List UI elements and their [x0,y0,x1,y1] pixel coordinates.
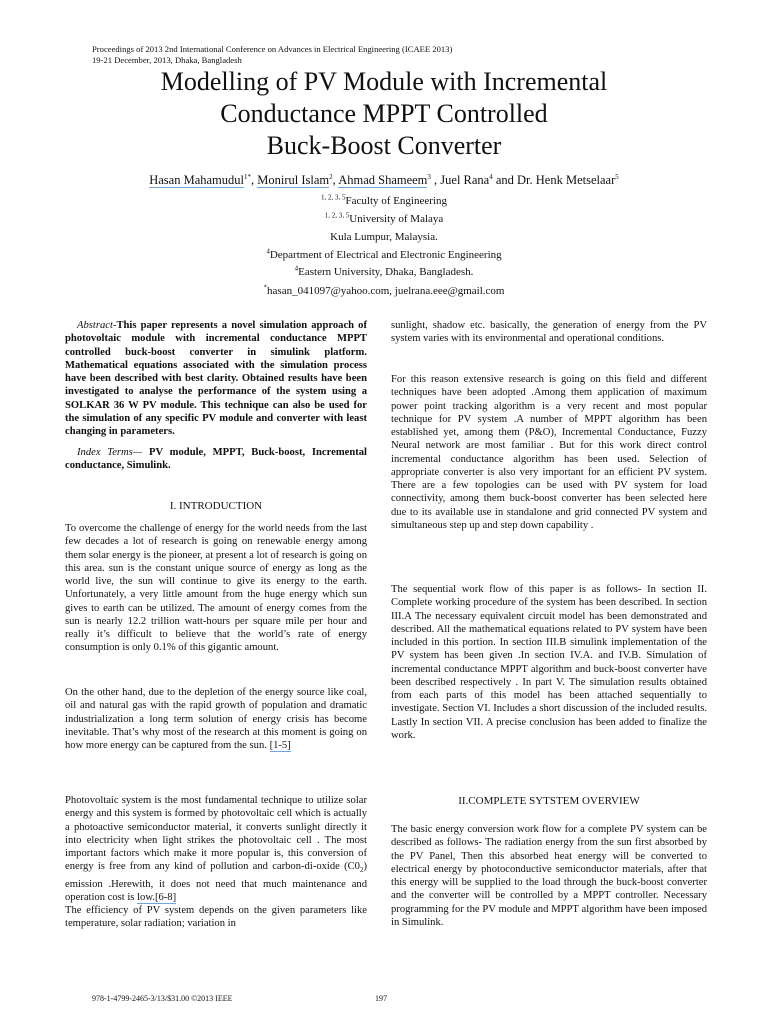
affiliation-5-sup: 4 [294,264,299,273]
author-4: Juel Rana [440,173,490,187]
page-number: 197 [375,994,387,1003]
section-2-paragraph-1 [391,823,707,929]
paper-title [0,66,768,162]
abstract [65,319,367,438]
affiliation-3-text: Kula Lumpur, Malaysia. [330,231,438,243]
affiliation-2 [0,212,768,226]
affiliation-2-text: University of Malaya [349,213,444,225]
author-2-sup: 2 [329,172,333,181]
intro-p1-text: To overcome the challenge of energy for the world needs from the last few decades a lot of research is going on renewable energy among them solar energy is the pioneer, at present a lot of research is going on this area. sun is the constant unique source of energy as long as the world live, the sun will continue to give its energy to the earth. Unfortunately, a very little amount from the huge energy which sun gives to earth can be utilized. The amount of energy comes from the sun is nearly 12.2 trillion watt-hours per square mile per hour and really it’s difficult to believe that the world’s rate of energy consumption is only 0.1% of this gigantic amount. [65,523,367,654]
author-sep-1: , [251,173,258,187]
intro-paragraph-2 [65,686,367,752]
affiliation-1-sup: 1, 2, 3, 5 [321,193,346,202]
abstract-label: Abstract- [77,320,117,331]
abstract-text: This paper represents a novel simulation approach of photovoltaic module with incremental conductance MPPT controlled buck-boost converter in simulink platform. Mathematical equations associated with the simulation process have been described with best clarity. Obtained results have been investigated to analyse the performance of the system using a SOLKAR 36 W PV module. This technique can also be used for the simulation of any specific PV module and converter with least changing in parameters. [65,320,367,437]
affiliation-5-text: Eastern University, Dhaka, Bangladesh. [298,266,474,278]
proceedings-header [92,44,452,66]
section-2-p1-text: The basic energy conversion work flow for a complete PV system can be described as follows- The radiation energy from the sun first absorbed by the PV Panel, Then this absorbed heat energy will be converted to electrical energy by photoconductive semiconductor materials, after that this energy will be supplied to the load through the buck-boost converter and the converter will be controlled by a MPPT controller. Necessary programming for the PV module and MPPT algorithm have been imposed in Simulink. [391,824,707,928]
email-sup: * [263,283,268,292]
author-4-sup: 4 [489,172,493,181]
right-paragraph-3 [391,583,707,742]
citation-1-5-link[interactable]: [1-5] [269,740,291,751]
author-1-sup: 1* [244,172,251,181]
copyright-footer: 978-1-4799-2465-3/13/$31.00 ©2013 IEEE [92,994,233,1003]
section-1-heading: I. INTRODUCTION [169,500,263,512]
intro-p2-text: On the other hand, due to the depletion of the energy source like coal, oil and natural gas with the rapid growth of population and dramatic industrialization a long term solution of energy crisis has become inevitable. That’s why most of the research at this moment is going on how more energy can be captured from the sun. [65,687,367,751]
affiliation-3 [0,230,768,244]
author-list [0,172,768,188]
intro-p4-text: The efficiency of PV system depends on the given parameters like temperature, solar radiation; variation in [65,905,367,930]
author-1-link[interactable]: Hasan Mahamudul [149,173,244,187]
intro-p3-sub: 2 [359,866,364,875]
affiliation-2-sup: 1, 2, 3, 5 [324,211,350,220]
affiliation-4-text: Department of Electrical and Electronic Engineering [269,249,502,261]
intro-paragraph-1 [65,522,367,655]
index-terms [65,446,367,473]
affiliation-1-text: Faculty of Engineering [345,195,447,207]
author-5-sup: 5 [615,172,619,181]
index-terms-text: PV module, MPPT, Buck-boost, Incremental conductance, Simulink. [65,447,367,472]
title-line-2: Conductance MPPT Controlled [220,99,548,128]
email-text[interactable]: hasan_041097@yahoo.com, juelrana.eee@gmail.com [267,285,505,297]
title-line-3: Buck-Boost Converter [266,131,502,160]
email-line [0,284,768,298]
author-sep-2: , [332,173,339,187]
intro-paragraph-3 [65,794,367,931]
affiliation-4 [0,248,768,262]
header-line-1: Proceedings of 2013 2nd International Conference on Advances in Electrical Engineering (ICAEE 2013) [92,44,453,54]
author-5: and Dr. Henk Metselaar [495,173,616,187]
right-p1-text: sunlight, shadow etc. basically, the generation of energy from the PV system varies with its environmental and operational conditions. [391,320,707,345]
author-3-link[interactable]: Ahmad Shameem [338,173,428,187]
affiliation-5 [0,265,768,279]
right-paragraph-1 [391,319,707,346]
section-2-heading: II.COMPLETE SYTSTEM OVERVIEW [458,795,640,807]
title-line-1: Modelling of PV Module with Incremental [160,67,608,96]
author-3-sup: 3 [427,172,431,181]
right-p2-text: For this reason extensive research is going on this field and different techniques have been adopted .Among them application of maximum power point tracking algorithm is a very recent and most popular technique for PV system .A number of MPPT algorithm has been established yet, among them (P&O), Incremental Conductance, Fuzzy Neural network are most familiar . But for this work direct control incremental conductance algorithm has been used. Selection of appropriate converter is also very important for an efficient PV system. There are a few topologies can be used with PV system for load connectivity, among them buck-boost converter has been selected here due to its available use in standalone and grid connected PV system and simultaneous step up and step down capability . [391,374,707,531]
intro-p3-text-b: ) emission .Herewith, it does not need that much maintenance and operation cost is [65,861,367,903]
citation-6-8-link[interactable]: low.[6-8] [137,891,177,903]
right-p3-text: The sequential work flow of this paper is as follows- In section II. Complete working procedure of the system has been described. In section III.A The necessary equivalent circuit model has been demonstrated and described. All the mathematical equations related to PV system have been included in this portion. In section III.B simulink implementation of the PV system has been given .In section IV.A. and IV.B. Simulation of incremental conductance MPPT algorithm and buck-boost converter have been described respectively . In part V. The simulation results obtained from each parts of this model has been attached sequentially to investigate. Section VI. Includes a short discussion of the included results. Lastly In section VII. A precise conclusion has been added to finalize the work. [391,584,707,741]
intro-p3-text-a: Photovoltaic system is the most fundamental technique to utilize solar energy and this system is formed by photovoltaic cell which is actually a photoactive semiconductor material, it converts sunlight directly it into electricity when light strikes the photovoltaic cell . The most important factors which make it more popular is, this conversion of energy is free from any kind of pollution and carbon-di-oxide (C0 [65,795,367,873]
index-terms-label: Index Terms— [77,447,143,458]
affiliation-1 [0,194,768,208]
author-sep-3: , [430,173,441,187]
header-line-2: 19-21 December, 2013, Dhaka, Bangladesh [92,55,242,65]
affiliation-4-sup: 4 [266,247,270,256]
right-paragraph-2 [391,373,707,532]
author-2-link[interactable]: Monirul Islam [257,173,330,187]
